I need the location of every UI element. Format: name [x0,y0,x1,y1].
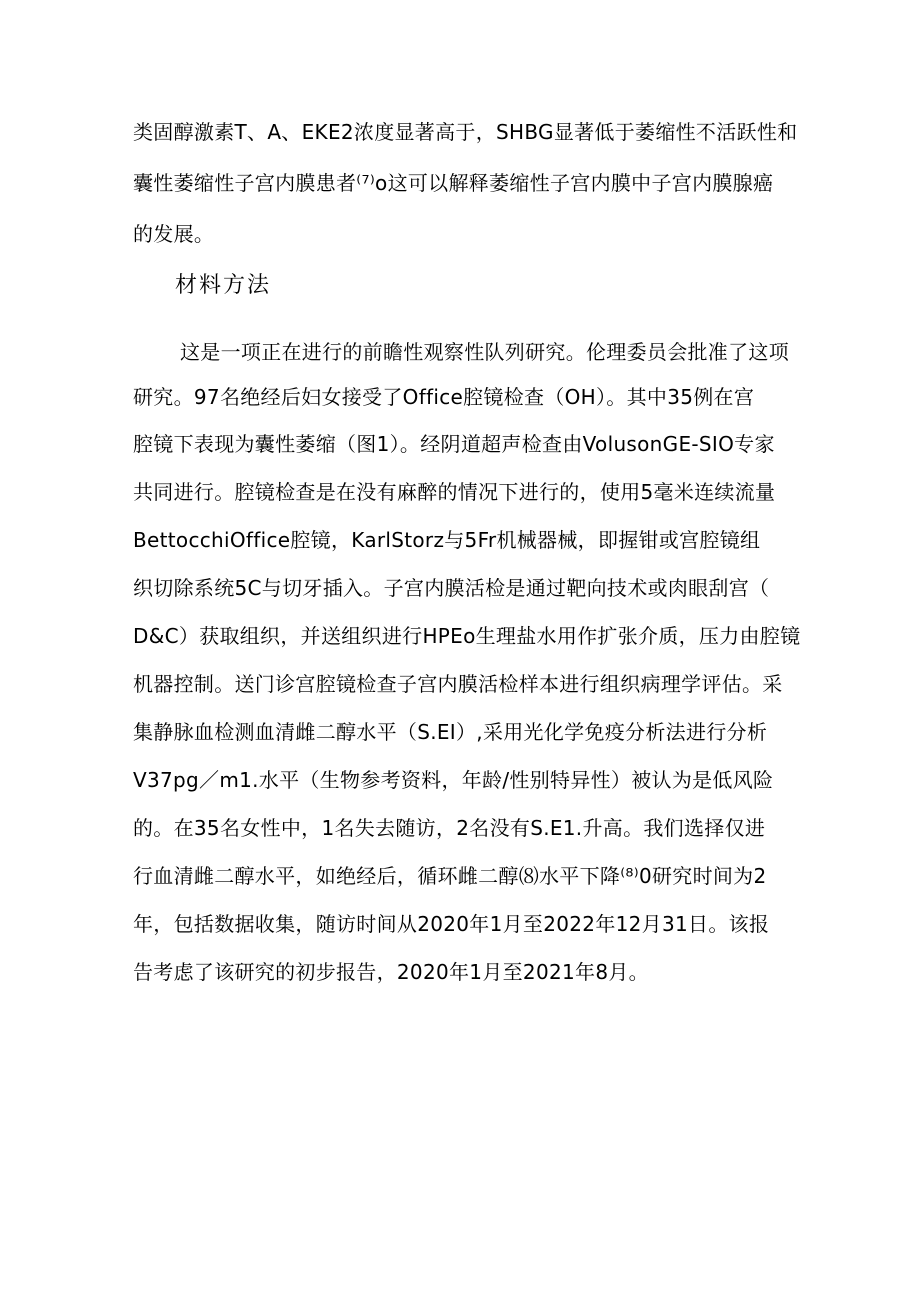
methods-line-8: 机器控制。送门诊宫腔镜检查子宫内膜活检样本进行组织病理学评估。采 [133,672,783,696]
methods-line-7: D&C）获取组织，并送组织进行HPEo生理盐水用作扩张介质，压力由腔镜 [133,624,801,648]
methods-line-9: 集静脉血检测血清雌二醇水平（S.EI）,采用光化学免疫分析法进行分析 [133,720,768,744]
intro-line-3: 的发展。 [133,222,215,246]
methods-line-13: 年，包括数据收集，随访时间从2020年1月至2022年12月31日。该报 [133,912,770,936]
section-heading: 材料方法 [175,273,272,298]
methods-line-12: 行血清雌二醇水平，如绝经后，循环雌二醇⑻水平下降⁽⁸⁾0研究时间为2 [133,864,767,888]
methods-line-1: 这是一项正在进行的前瞻性观察性队列研究。伦理委员会批准了这项 [180,340,789,364]
methods-line-4: 共同进行。腔镜检查是在没有麻醉的情况下进行的，使用5毫米连续流量 [133,480,776,504]
methods-line-3: 腔镜下表现为囊性萎缩（图1）。经阴道超声检查由VolusonGE-SIO专家 [133,432,775,456]
methods-line-2: 研究。97名绝经后妇女接受了Office腔镜检查（OH）。其中35例在宫 [133,385,755,409]
intro-line-2: 囊性萎缩性子宫内膜患者⁽⁷⁾o这可以解释萎缩性子宫内膜中子宫内膜腺癌 [133,171,774,195]
methods-line-5: BettocchiOffice腔镜，KarlStorz与5Fr机械器械，即握钳或宫腔镜组 [133,528,761,552]
methods-line-14: 告考虑了该研究的初步报告，2020年1月至2021年8月。 [133,960,649,984]
methods-line-11: 的。在35名女性中，1名失去随访，2名没有S.E1.升高。我们选择仅进 [133,816,766,840]
methods-line-10: V37pg／m1.水平（生物参考资料，年龄/性别特异性）被认为是低风险 [133,768,774,792]
methods-line-6: 织切除系统5C与切牙插入。子宫内膜活检是通过靶向技术或肉眼刮宫（ [133,576,770,600]
intro-line-1: 类固醇激素T、A、EKE2浓度显著高于，SHBG显著低于萎缩性不活跃性和 [133,120,798,144]
